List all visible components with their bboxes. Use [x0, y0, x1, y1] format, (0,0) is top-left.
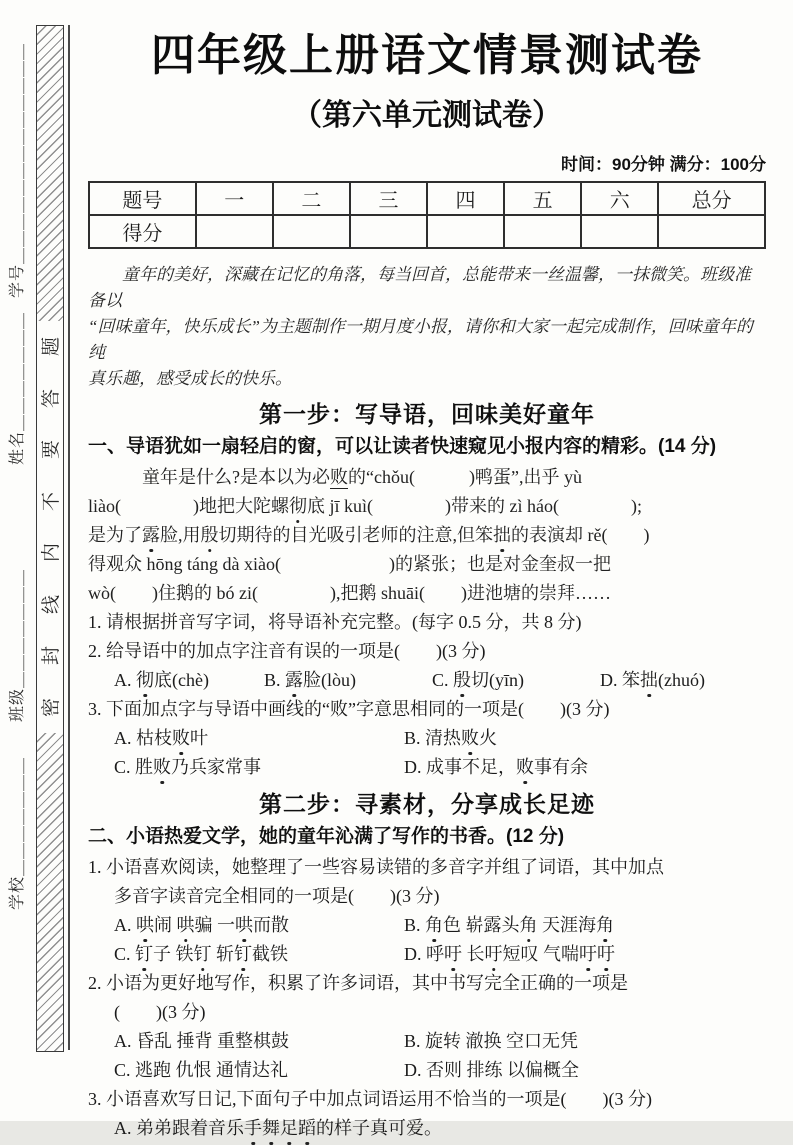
passage-line: 童年是什么?是本以为必败的“chǒu( )鸭蛋”,出乎 yù: [142, 467, 582, 487]
page-title: 四年级上册语文情景测试卷: [151, 31, 703, 80]
q2-sub1-options-row1: [88, 911, 766, 940]
score-table-header-cell: 一: [196, 182, 273, 215]
option: B. 露脸(lòu): [264, 666, 432, 695]
option: C. 钉子 铁钉 斩钉截铁: [114, 940, 404, 969]
score-table-header-cell: 四: [427, 182, 504, 215]
q2-sub2-options-row2: [88, 1056, 766, 1085]
seal-char: 线: [41, 594, 63, 614]
q1-sub2-options: [88, 666, 766, 695]
q2-sub3: 3. 小语喜欢写日记,下面句子中加点词语运用不恰当的一项是( )(3 分): [88, 1089, 652, 1109]
score-cell: [350, 215, 427, 248]
q2-sub3-option-a: A. 弟弟跟着音乐手舞足蹈的样子真可爱。: [88, 1114, 766, 1143]
seal-char: 封: [41, 646, 63, 666]
paper-content: [88, 0, 766, 1143]
score-cell: [427, 215, 504, 248]
seal-char: 不: [41, 491, 63, 511]
option: A. 昏乱 捶背 重整棋鼓: [114, 1031, 289, 1051]
step1-heading: 第一步：写导语，回味美好童年: [259, 401, 595, 427]
seal-line-text: [37, 321, 63, 733]
q1-sub2: 2. 给导语中的加点字注音有误的一项是( )(3 分): [88, 641, 486, 661]
fill-label-name: 姓名＿＿＿＿＿＿＿: [9, 311, 26, 465]
q2-sub1-line2: 多音字读音完全相同的一项是( )(3 分): [114, 886, 440, 906]
fill-label-student-id: 学号＿＿＿＿＿＿＿＿＿＿＿＿＿: [9, 42, 26, 298]
seal-line-band: [36, 25, 64, 1052]
score-table-header-cell: 总分: [658, 182, 765, 215]
margin-divider-rule: [68, 25, 70, 1050]
option: D. 笨拙(zhuó): [600, 666, 705, 695]
score-table-header-cell: 六: [581, 182, 658, 215]
seal-char: 要: [41, 440, 63, 460]
option: A. 枯枝败叶: [114, 724, 404, 753]
score-cell: [658, 215, 765, 248]
score-cell: [504, 215, 581, 248]
option: C. 胜败乃兵家常事: [114, 753, 404, 782]
option: C. 殷切(yīn): [432, 666, 600, 695]
passage-line: 是为了露脸,用殷切期待的目光吸引老师的注意,但笨拙的表演却 rě( ): [88, 521, 766, 550]
q2-sub2-options-row1: [88, 1027, 766, 1056]
intro-paragraph: [88, 262, 766, 392]
seal-char: 答: [41, 388, 63, 408]
q2-sub1-options-row2: [88, 940, 766, 969]
score-table-header-cell: 三: [350, 182, 427, 215]
score-table-header-cell: 题号: [89, 182, 196, 215]
hatch-pattern-top: [37, 26, 63, 321]
q2-sub1-line1: 1. 小语喜欢阅读，她整理了一些容易读错的多音字并组了词语，其中加点: [88, 857, 664, 877]
score-cell: [196, 215, 273, 248]
score-row-label: 得分: [89, 215, 196, 248]
option: D. 成事不足，败事有余: [404, 753, 588, 782]
seal-char: 内: [41, 543, 63, 563]
q1-sub3-options-row1: [88, 724, 766, 753]
q2-sub2-line2: ( )(3 分): [114, 1002, 206, 1022]
seal-char: 题: [41, 337, 63, 357]
q1-sub3-options-row2: [88, 753, 766, 782]
intro-line: 童年的美好，深藏在记忆的角落，每当回首，总能带来一丝温馨，一抹微笑。班级准备以: [88, 265, 751, 310]
intro-line: 真乐趣，感受成长的快乐。: [88, 369, 292, 388]
q2-sub2-line1: 2. 小语为更好地写作，积累了许多词语，其中书写完全正确的一项是: [88, 973, 628, 993]
step2-heading: 第二步：寻素材，分享成长足迹: [259, 791, 595, 817]
q1-sub3: 3. 下面加点字与导语中画线的“败”字意思相同的一项是( )(3 分): [88, 699, 610, 719]
question2-title: 二、小语热爱文学，她的童年沁满了写作的书香。(12 分): [88, 826, 565, 847]
option: A. 哄闹 哄骗 一哄而散: [114, 911, 404, 940]
score-table-header-cell: 二: [273, 182, 350, 215]
exam-meta: 时间：90分钟 满分：100分: [561, 155, 766, 174]
student-info-margin: [0, 0, 36, 1121]
seal-char: 密: [41, 697, 63, 717]
intro-line: “回味童年，快乐成长”为主题制作一期月度小报，请你和大家一起完成制作，回味童年的纯: [88, 317, 753, 362]
option: D. 呼吁 长吁短叹 气喘吁吁: [404, 940, 615, 969]
option: C. 逃跑 仇恨 通情达礼: [114, 1060, 289, 1080]
score-table: [88, 181, 766, 249]
fill-label-class: 班级＿＿＿＿＿＿＿: [9, 568, 26, 722]
q1-sub1: 1. 请根据拼音写字词，将导语补充完整。(每字 0.5 分，共 8 分): [88, 612, 582, 632]
option: B. 旋转 澈换 空口无凭: [404, 1031, 579, 1051]
page-subtitle: （第六单元测试卷）: [292, 99, 562, 132]
option: B. 角色 崭露头角 天涯海角: [404, 911, 614, 940]
score-cell: [273, 215, 350, 248]
fill-label-school: 学校＿＿＿＿＿＿＿: [9, 756, 26, 910]
hatch-pattern-bottom: [37, 733, 63, 1051]
score-table-header-cell: 五: [504, 182, 581, 215]
passage-line: 得观众 hōng táng dà xiào( )的紧张；也是对金奎叔一把: [88, 554, 611, 574]
passage-line: liào( )地把大陀螺彻底 jī kuì( )带来的 zì háo( );: [88, 492, 766, 521]
question1-title: 一、导语犹如一扇轻启的窗，可以让读者快速窥见小报内容的精彩。(14 分): [88, 436, 717, 457]
option: A. 彻底(chè): [114, 666, 264, 695]
score-cell: [581, 215, 658, 248]
option: B. 清热败火: [404, 724, 497, 753]
option: D. 否则 排练 以偏概全: [404, 1060, 579, 1080]
passage-line: wò( )住鹅的 bó zi( ),把鹅 shuāi( )进池塘的崇拜……: [88, 583, 611, 603]
